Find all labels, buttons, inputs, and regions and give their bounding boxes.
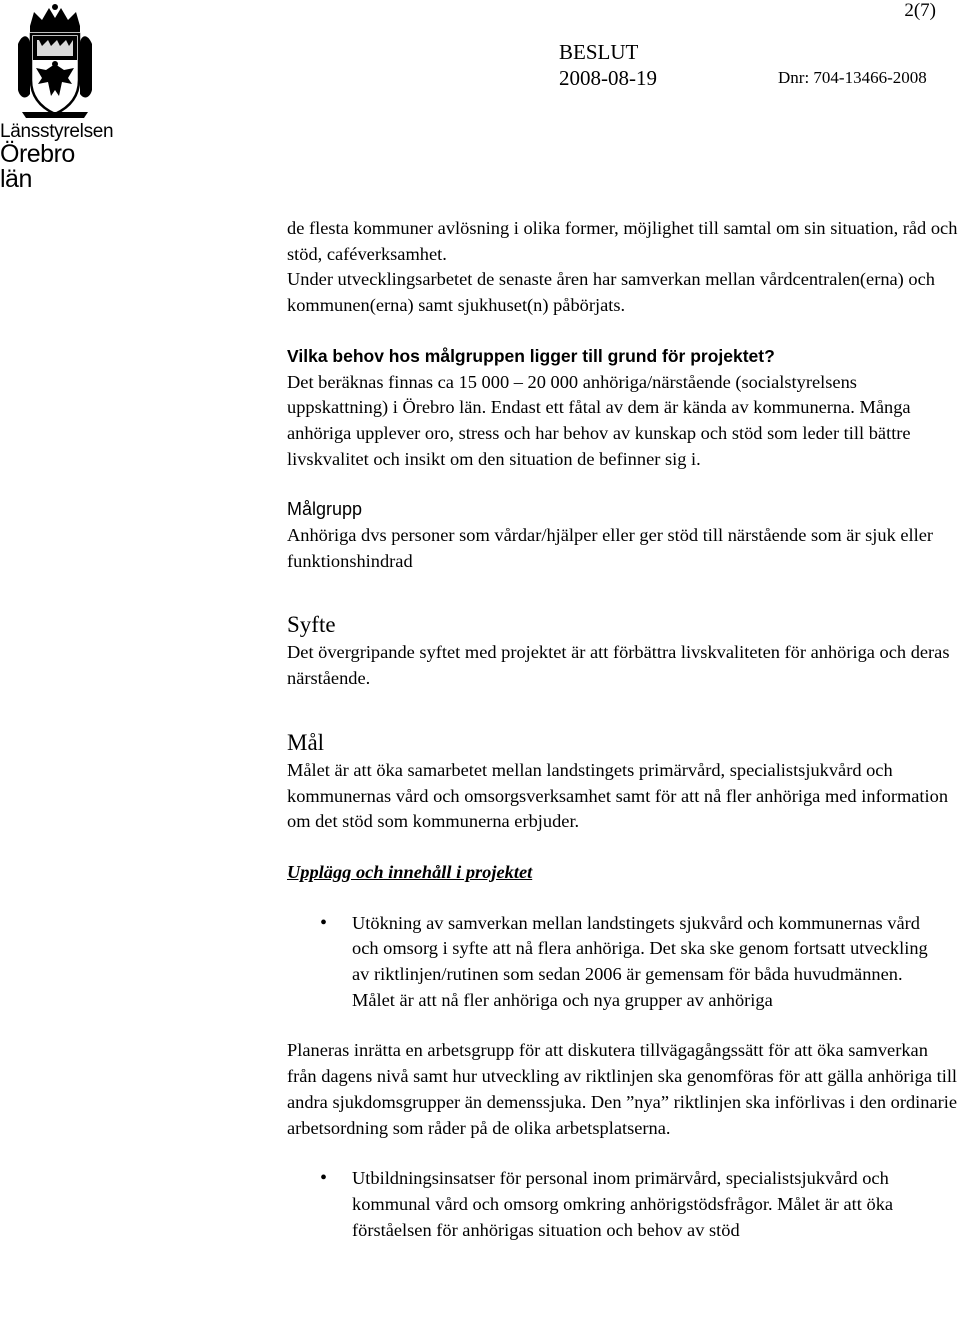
- intro-paragraph: de flesta kommuner avlösning i olika former, möjlighet till samtal om sin situation, råd och stöd, caféverksamhet.: [287, 218, 958, 264]
- document-type: BESLUT: [559, 40, 639, 64]
- agency-logo: [0, 4, 112, 192]
- goal-paragraph: Målet är att öka samarbetet mellan landstingets primärvård, specialistsjukvård och kommunernas vård och omsorgsverksamhet samt för att nå fler anhöriga med information om det stöd som kommunerna erbjuder.: [287, 759, 949, 832]
- plan-list-2: [287, 1166, 959, 1243]
- logo-line-1: Länsstyrelsen: [0, 121, 114, 142]
- target-heading: Målgrupp: [287, 499, 363, 520]
- goal-heading: Mål: [287, 729, 325, 755]
- logo-line-2: Örebro län: [0, 140, 75, 193]
- intro-paragraph-2: Under utvecklingsarbetet de senaste åren har samverkan mellan vårdcentralen(erna) och kommunen(erna) samt sjukhuset(n) påbörjats.: [287, 269, 935, 316]
- needs-paragraph: Det beräknas finnas ca 15 000 – 20 000 anhöriga/närstående (socialstyrelsens uppskattning) i Örebro län. Endast ett fåtal av dem är kända av kommunerna. Många anhöriga upplever oro, stress och har behov av kunskap och stöd som leder till bättre livskvalitet och insikt om den situation de befinner sig i.: [287, 371, 911, 469]
- document-date: 2008-08-19: [559, 66, 657, 90]
- purpose-heading: Syfte: [287, 612, 336, 638]
- diary-number: Dnr: 704-13466-2008: [778, 68, 927, 87]
- target-paragraph: Anhöriga dvs personer som vårdar/hjälper eller ger stöd till närstående som är sjuk eller funktionshindrad: [287, 525, 934, 571]
- logo-text: [0, 122, 112, 192]
- plan-heading: Upplägg och innehåll i projektet: [287, 861, 533, 882]
- document-body: [287, 216, 959, 1243]
- coat-of-arms-icon: [16, 4, 94, 120]
- list-item: • Utbildningsinsatser för personal inom primärvård, specialistsjukvård och kommunal vård och omsorg omkring anhörigstödsfrågor. Målet är att öka förståelsen för anhörigas situation och behov av stöd: [287, 1166, 959, 1243]
- plan-list: [287, 911, 939, 1014]
- plan-paragraph: Planeras inrätta en arbetsgrupp för att diskutera tillvägagångssätt för att öka samverkan från dagens nivå samt hur utveckling av riktlinjen ska genomföras för att gälla anhöriga till andra sjukdomsgrupper än demenssjuka. Den ”nya” riktlinjen ska införlivas i den ordinarie arbetsordning som råder på de olika arbetsplatserna.: [287, 1040, 958, 1138]
- needs-heading: Vilka behov hos målgruppen ligger till grund för projektet?: [287, 345, 775, 366]
- purpose-paragraph: Det övergripande syftet med projektet är att förbättra livskvaliteten för anhöriga och deras närstående.: [287, 642, 950, 689]
- list-item: • Utökning av samverkan mellan landstingets sjukvård och kommunernas vård och omsorg i syfte att nå flera anhöriga. Det ska ske genom fortsatt utveckling av riktlinjen/rutinen som sedan 2006 är gemensam för båda huvudmännen. Målet är att nå fler anhöriga och nya grupper av anhöriga: [287, 911, 939, 1014]
- page-number: 2(7): [904, 0, 936, 21]
